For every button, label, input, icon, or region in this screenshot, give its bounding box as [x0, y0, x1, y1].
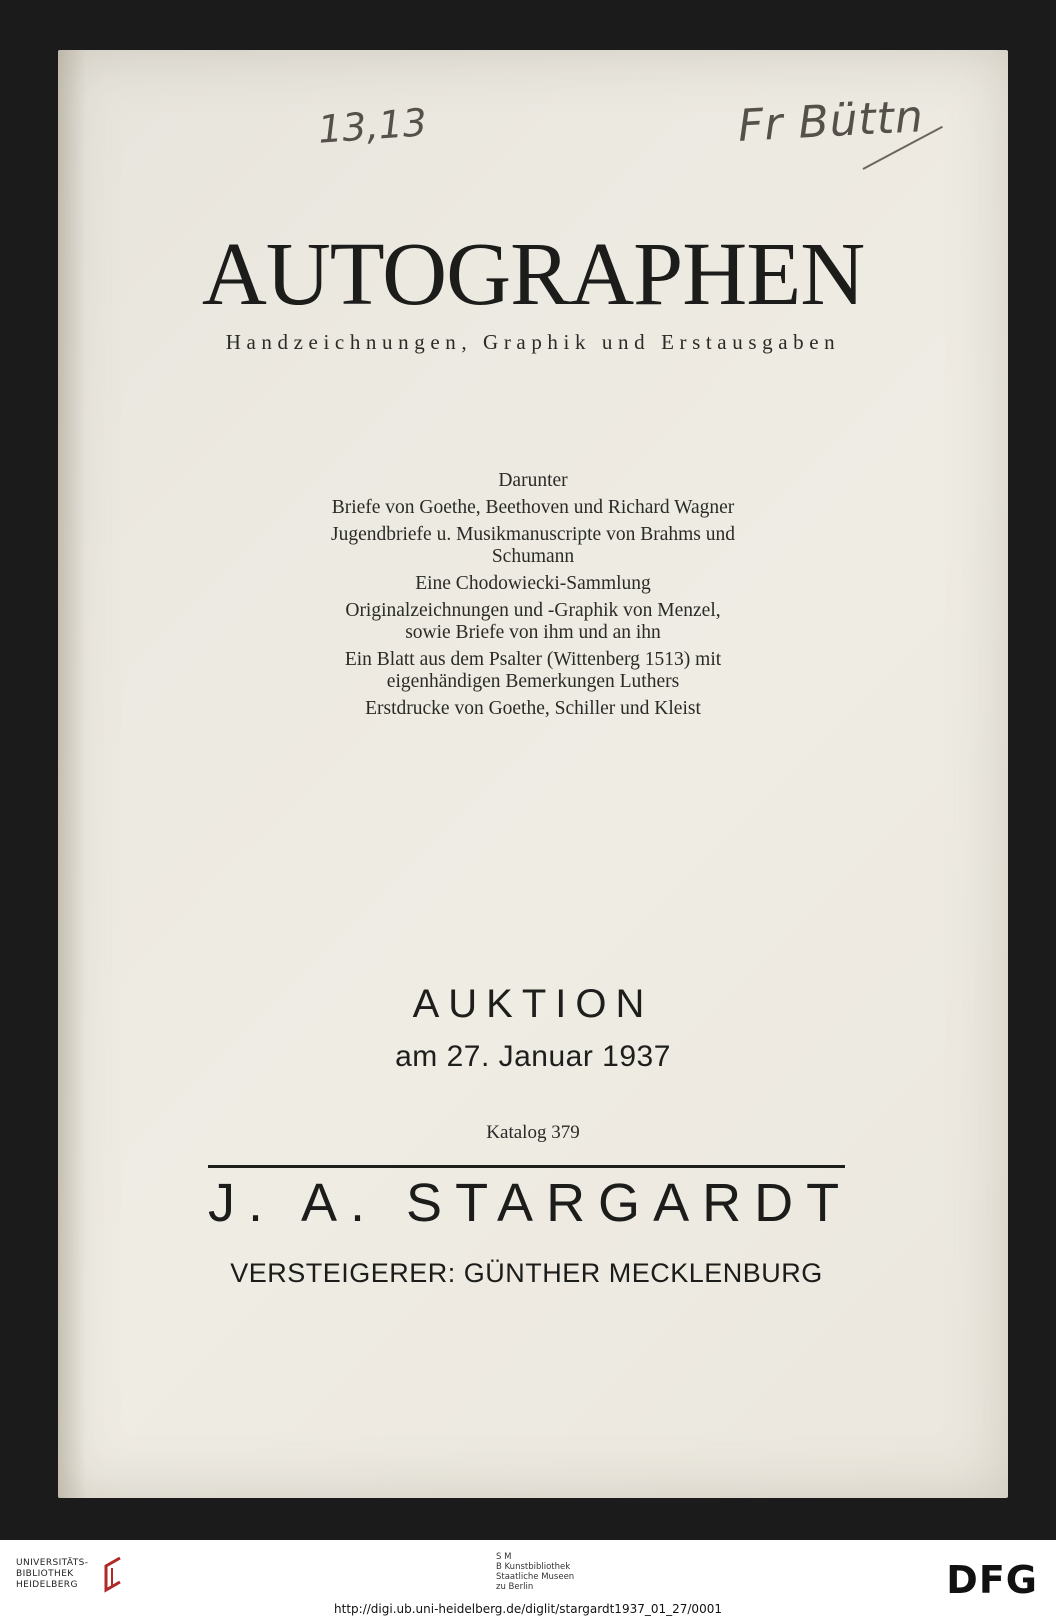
smb-logo-line: Staatliche Museen — [496, 1572, 575, 1582]
smb-kunstbibliothek-logo[interactable] — [496, 1552, 574, 1592]
cover-title: AUTOGRAPHEN — [201, 225, 865, 324]
permalink-url[interactable]: http://digi.ub.uni-heidelberg.de/diglit/stargardt1937_01_27/0001 — [334, 1602, 722, 1616]
contents-item: Briefe von Goethe, Beethoven und Richard Wagner — [331, 497, 735, 518]
ub-heidelberg-logo[interactable] — [16, 1558, 88, 1591]
auction-label: AUKTION — [412, 982, 654, 1026]
contents-item: Ein Blatt aus dem Psalter (Wittenberg 1513) mit eigenhändigen Bemerkungen Luthers — [344, 649, 722, 692]
contents-item: Originalzeichnungen und -Graphik von Menzel, sowie Briefe von ihm und an ihn — [345, 600, 721, 643]
catalog-number: Katalog 379 — [486, 1122, 580, 1143]
ub-logo-line: HEIDELBERG — [16, 1580, 78, 1590]
catalog-cover — [58, 50, 1008, 1498]
contents-heading: Darunter — [498, 470, 568, 491]
contents-item: Eine Chodowiecki-Sammlung — [415, 573, 651, 594]
contents-item: Erstdrucke von Goethe, Schiller und Kleist — [365, 698, 701, 719]
digitization-footer — [0, 1540, 1056, 1621]
contents-item: Jugendbriefe u. Musikmanuscripte von Brahms und Schumann — [330, 524, 735, 567]
dfg-logo[interactable]: DFG — [946, 1558, 1038, 1602]
contents-list — [328, 470, 738, 720]
smb-logo-line: B Kunstbibliothek — [496, 1562, 571, 1572]
ub-logo-line: BIBLIOTHEK — [16, 1569, 74, 1579]
auction-date: am 27. Januar 1937 — [395, 1040, 671, 1073]
ub-logo-line: UNIVERSITÄTS- — [16, 1558, 89, 1568]
cover-subtitle: Handzeichnungen, Graphik und Erstausgaben — [225, 330, 841, 354]
handwritten-note-left: 13,13 — [316, 100, 429, 152]
auctioneer-line: VERSTEIGERER: GÜNTHER MECKLENBURG — [230, 1258, 823, 1288]
smb-logo-line: S M — [496, 1552, 512, 1562]
divider-rule — [208, 1165, 845, 1168]
firm-name: J. A. STARGARDT — [208, 1173, 853, 1233]
ub-emblem-icon — [100, 1556, 126, 1594]
handwritten-note-right: Fr Büttn — [736, 91, 926, 152]
smb-logo-line: zu Berlin — [496, 1582, 534, 1592]
